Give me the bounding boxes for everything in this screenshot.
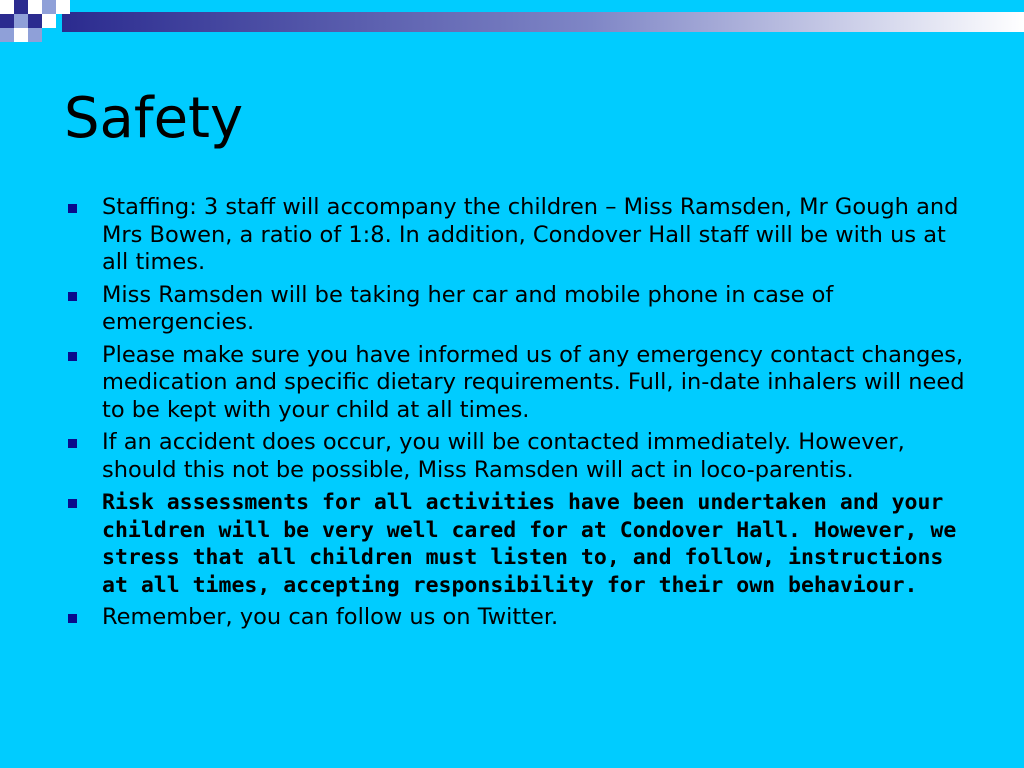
bullet-item bbox=[66, 194, 966, 277]
bullet-text: If an accident does occur, you will be contacted immediately. However, should this not be possible, Miss Ramsden will act in loco-parentis. bbox=[102, 429, 905, 483]
bullet-item bbox=[66, 429, 966, 484]
bullet-item bbox=[66, 604, 966, 632]
header-gradient-bar bbox=[62, 12, 1024, 32]
bullet-text: Remember, you can follow us on Twitter. bbox=[102, 604, 559, 630]
bullet-list bbox=[66, 194, 966, 637]
bullet-text: Miss Ramsden will be taking her car and mobile phone in case of emergencies. bbox=[102, 281, 834, 335]
slide-title: Safety bbox=[64, 86, 244, 151]
square-bullet-icon bbox=[68, 614, 77, 623]
bullet-item bbox=[66, 342, 966, 425]
square-bullet-icon bbox=[68, 204, 77, 213]
bullet-text: Staffing: 3 staff will accompany the children – Miss Ramsden, Mr Gough and Mrs Bowen, a ratio of 1:8. In addition, Condover Hall staff will be with us at all times. bbox=[102, 194, 959, 275]
square-bullet-icon bbox=[68, 439, 77, 448]
square-bullet-icon bbox=[68, 292, 77, 301]
bullet-text: Please make sure you have informed us of any emergency contact changes, medication and specific dietary requirements. Full, in-date inhalers will need to be kept with your child at all times. bbox=[102, 341, 965, 423]
checker-squares-decoration bbox=[0, 0, 70, 42]
square-bullet-icon bbox=[68, 499, 77, 508]
bullet-item bbox=[66, 282, 966, 337]
square-bullet-icon bbox=[68, 352, 77, 361]
bullet-item bbox=[66, 489, 966, 599]
bullet-text: Risk assessments for all activities have been undertaken and your children will be very well cared for at Condover Hall. However, we stress that all children must listen to, and follow, instructions at all times, accepting responsibility for their own behaviour. bbox=[102, 490, 957, 598]
header-decoration bbox=[0, 0, 1024, 48]
